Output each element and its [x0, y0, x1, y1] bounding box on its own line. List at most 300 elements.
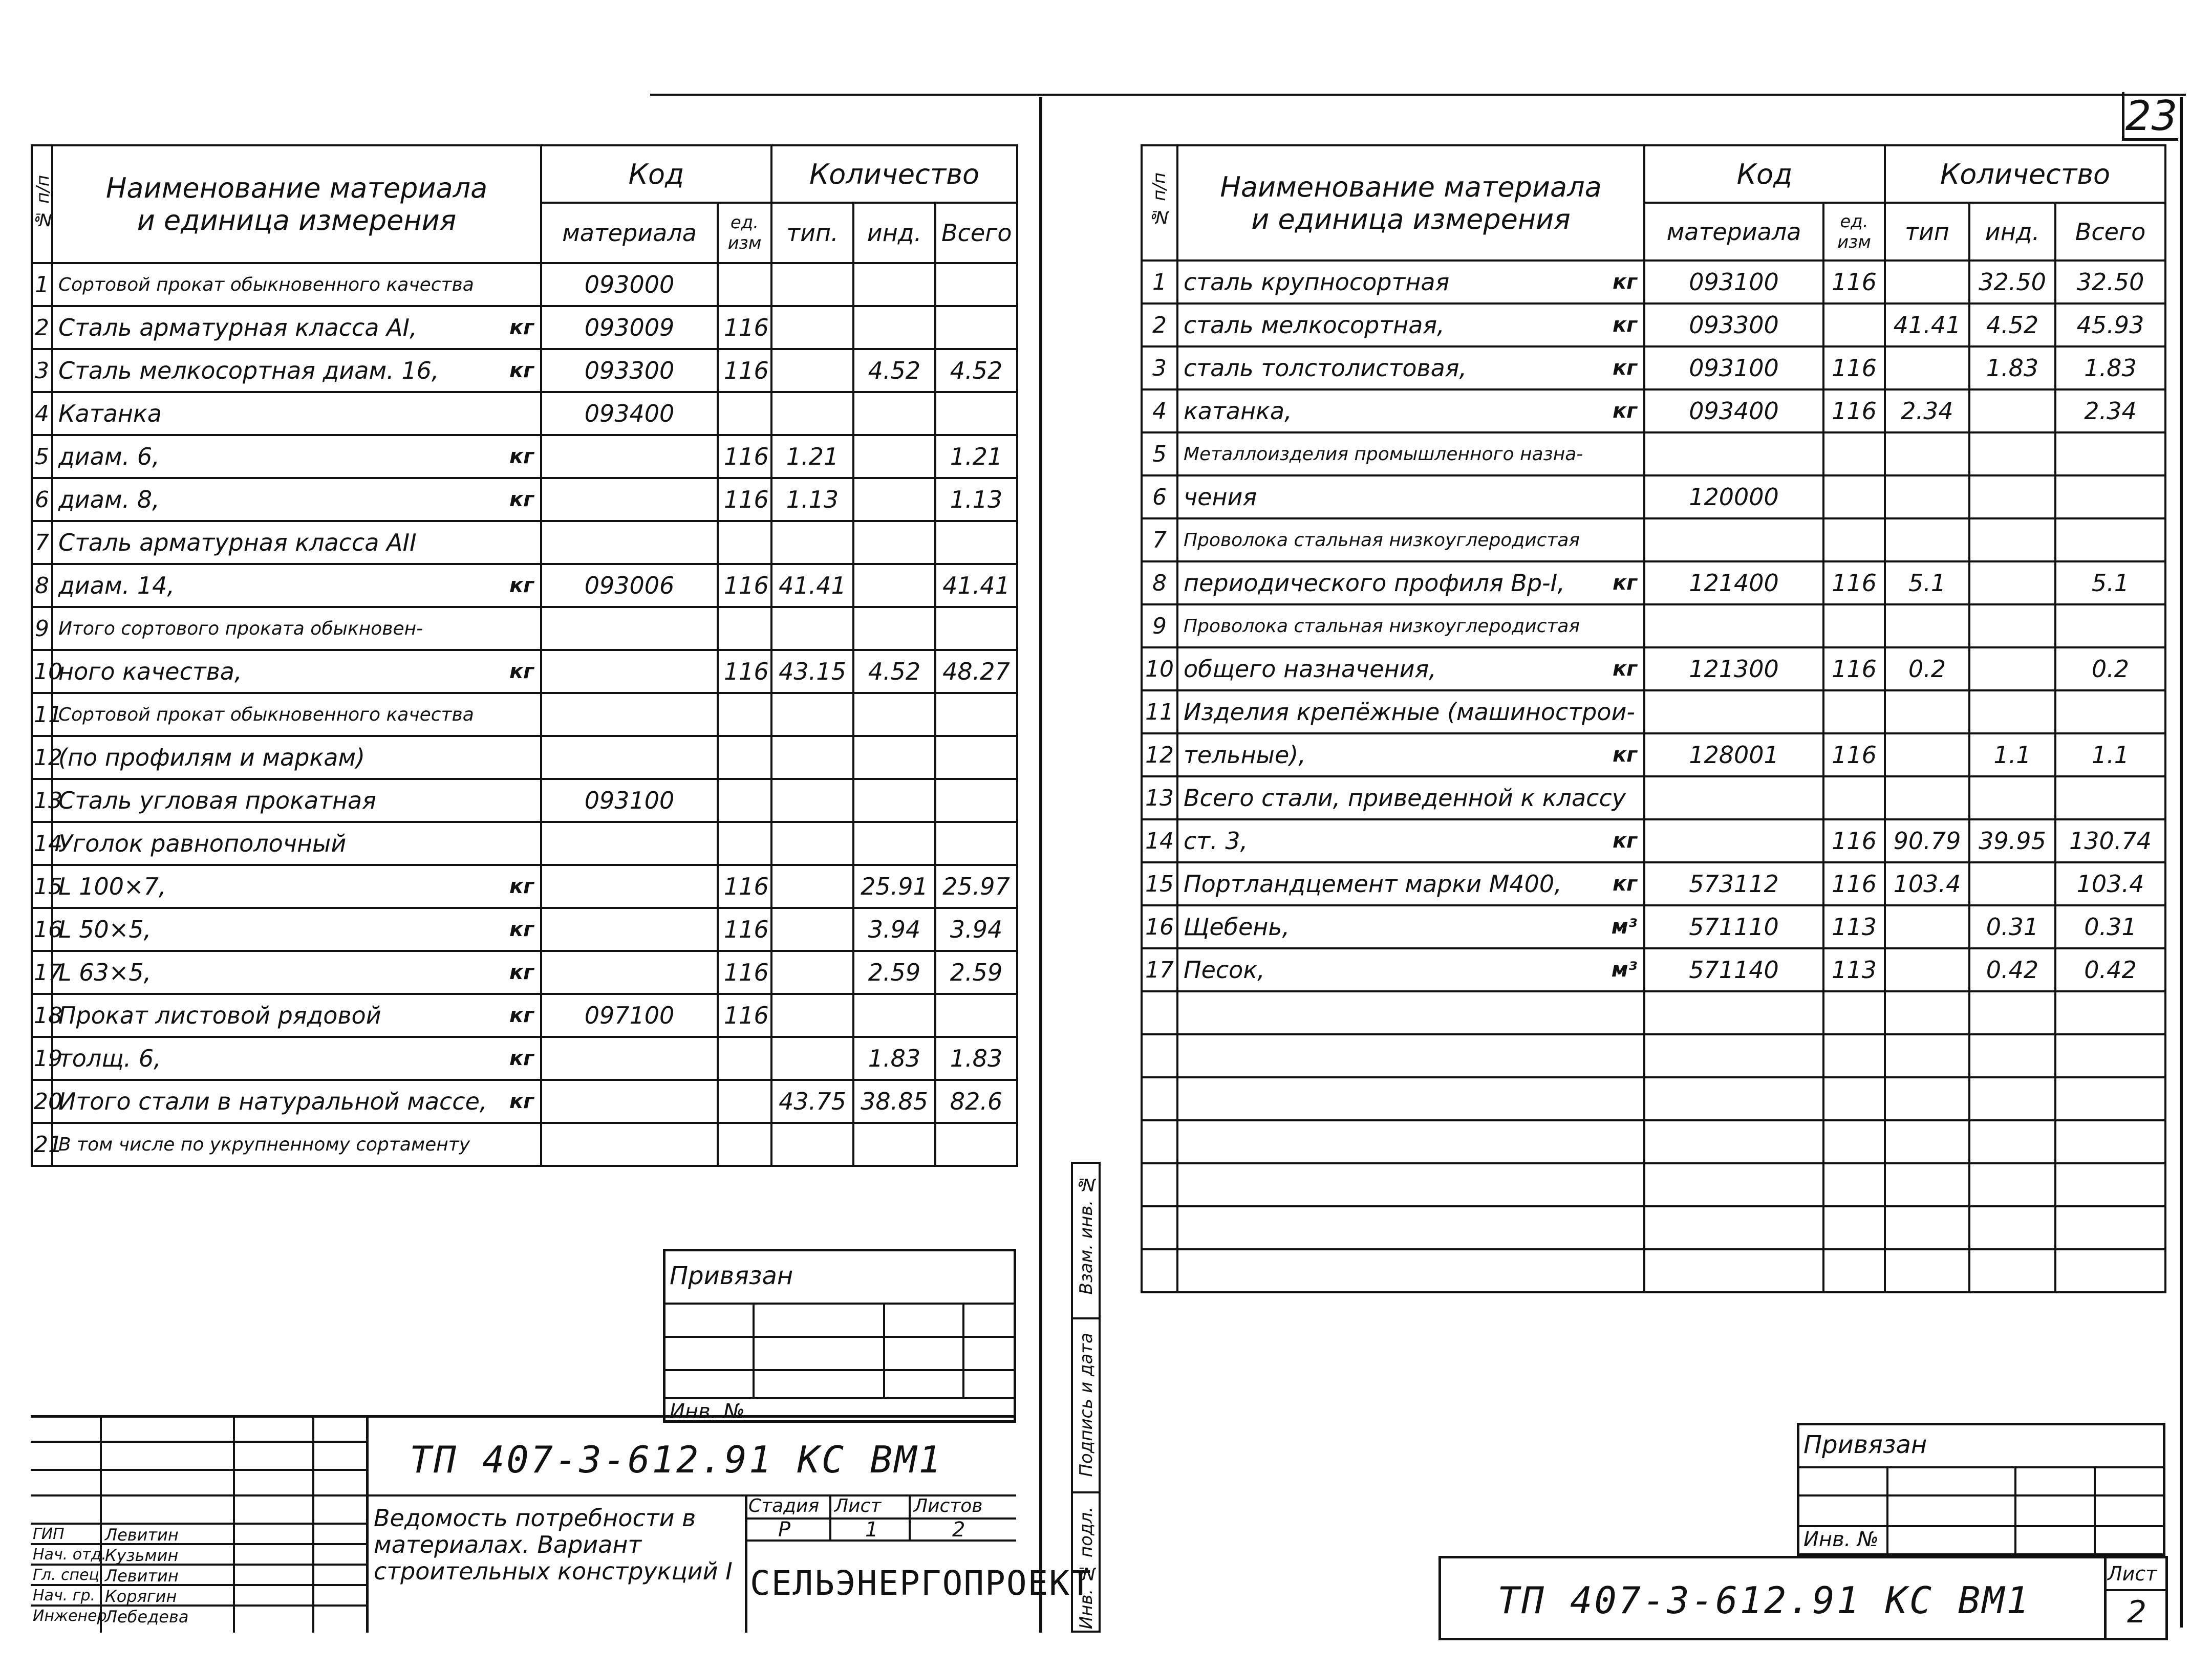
right-qty-typ: 41.41 [1885, 303, 1969, 346]
right-row-number: 11 [1142, 690, 1177, 733]
right-qty-ind [1969, 561, 2055, 604]
organization-name: СЕЛЬЭНЕРГОПРОЕКТ [750, 1564, 1092, 1603]
right-doc-code: ТП 407-3-612.91 КС ВМ1 [1497, 1579, 2031, 1622]
right-privyazan-vline-3 [2094, 1466, 2096, 1556]
left-qty-ind: 25.91 [853, 865, 935, 908]
right-material-name [1177, 346, 1644, 389]
left-unit-code: 116 [718, 564, 771, 607]
right-row-number: 7 [1142, 518, 1177, 561]
right-blank-cell [1644, 1206, 1823, 1249]
left-row [32, 908, 1017, 951]
right-unit-text: кг [1612, 399, 1637, 423]
right-name-text: периодического профиля Вр-I, [1184, 569, 1565, 597]
right-qty-total [2055, 690, 2165, 733]
left-doc-title [374, 1505, 768, 1585]
right-qty-total: 0.2 [2055, 647, 2165, 690]
right-table-body [1142, 261, 2165, 1292]
right-stamp-vline [2104, 1558, 2107, 1640]
left-unit-text: кг [509, 660, 534, 683]
right-blank-cell [1969, 1249, 2055, 1292]
left-material-code: 093300 [541, 349, 718, 392]
left-row-number: 20 [32, 1080, 52, 1123]
left-name-text: Сталь угловая прокатная [58, 787, 376, 814]
right-unit-text: кг [1612, 829, 1637, 853]
header-row-number: № п/п [32, 145, 52, 263]
right-privyazan-vline-1 [1886, 1466, 1888, 1556]
left-row-number: 8 [32, 564, 52, 607]
left-privyazan-block [663, 1249, 1016, 1423]
stamp-person-name: Левитин [105, 1566, 179, 1586]
header-name-line2: и единица измерения [137, 204, 457, 236]
left-qty-typ [771, 1123, 853, 1166]
right-qty-total: 1.83 [2055, 346, 2165, 389]
left-qty-typ [771, 865, 853, 908]
right-blank-cell [1644, 1034, 1823, 1077]
stamp-person-role: ГИП [33, 1525, 65, 1543]
right-qty-typ [1885, 776, 1969, 819]
right-blank-cell [1823, 1249, 1885, 1292]
left-inv-label: Инв. № [670, 1400, 745, 1423]
left-qty-ind [853, 1123, 935, 1166]
left-privyazan-vline-1 [753, 1303, 755, 1397]
right-row-number: 6 [1142, 475, 1177, 518]
right-unit-text: кг [1612, 356, 1637, 380]
right-row-number: 14 [1142, 819, 1177, 862]
left-material-code [541, 822, 718, 865]
left-material-code [541, 736, 718, 779]
right-name-text: Песок, [1184, 956, 1265, 984]
side-label-inv-podl: Инв. № подл. [1076, 1507, 1097, 1630]
left-privyazan-line-4 [665, 1397, 1014, 1399]
right-material-code: 121400 [1644, 561, 1823, 604]
left-material-name [52, 650, 541, 693]
left-material-name [52, 865, 541, 908]
left-row-number: 1 [32, 263, 52, 306]
left-qty-typ [771, 822, 853, 865]
right-unit-code [1823, 604, 1885, 647]
left-qty-total: 4.52 [935, 349, 1017, 392]
right-privyazan-line-2 [1799, 1494, 2163, 1497]
left-material-code [541, 1123, 718, 1166]
right-unit-code: 116 [1823, 261, 1885, 303]
right-name-text: тельные), [1184, 741, 1306, 769]
left-unit-code [718, 392, 771, 435]
left-unit-code: 116 [718, 908, 771, 951]
right-frame-line [2180, 97, 2183, 1628]
stamp-person-name: Кузьмин [105, 1546, 179, 1565]
right-blank-cell [1885, 1077, 1969, 1120]
right-blank-row [1142, 1206, 2165, 1249]
right-qty-typ: 0.2 [1885, 647, 1969, 690]
left-name-text: Сталь арматурная класса AI, [58, 314, 417, 341]
right-blank-row [1142, 1034, 2165, 1077]
right-qty-total: 32.50 [2055, 261, 2165, 303]
right-blank-cell [1823, 1206, 1885, 1249]
right-material-name [1177, 303, 1644, 346]
left-qty-typ [771, 263, 853, 306]
right-blank-row [1142, 1077, 2165, 1120]
right-row [1142, 819, 2165, 862]
left-qty-typ [771, 693, 853, 736]
right-unit-code [1823, 303, 1885, 346]
right-sheet-label: Лист [2108, 1563, 2157, 1585]
right-blank-cell [1142, 1120, 1177, 1163]
left-row [32, 521, 1017, 564]
right-unit-text: кг [1612, 270, 1637, 294]
right-row-number: 5 [1142, 432, 1177, 475]
left-material-name [52, 736, 541, 779]
right-row [1142, 862, 2165, 905]
right-row-number: 8 [1142, 561, 1177, 604]
right-material-code: 093300 [1644, 303, 1823, 346]
left-qty-typ [771, 392, 853, 435]
left-material-name [52, 349, 541, 392]
right-name-text: Металлоизделия промышленного назна- [1184, 443, 1583, 465]
left-material-code [541, 435, 718, 478]
right-blank-cell [1142, 1206, 1177, 1249]
left-material-name [52, 822, 541, 865]
left-row-number: 4 [32, 392, 52, 435]
left-material-name [52, 521, 541, 564]
right-name-text: Щебень, [1184, 913, 1290, 941]
right-blank-cell [2055, 1163, 2165, 1206]
stamp-person-role: Инженер [33, 1607, 107, 1625]
right-name-text: чения [1184, 483, 1257, 511]
right-material-code: 571140 [1644, 948, 1823, 991]
stage-label: Стадия [748, 1495, 820, 1516]
side-label-vzam: Взам. инв. № [1076, 1174, 1097, 1295]
left-unit-code [718, 607, 771, 650]
stamp-person-row [31, 1606, 366, 1626]
left-name-text: Катанка [58, 400, 162, 427]
left-row [32, 994, 1017, 1037]
right-blank-cell [1885, 1120, 1969, 1163]
left-name-text: (по профилям и маркам) [58, 744, 366, 771]
stamp-hline-2 [31, 1469, 366, 1471]
right-qty-ind: 1.83 [1969, 346, 2055, 389]
left-row [32, 263, 1017, 306]
right-blank-cell [1885, 1034, 1969, 1077]
right-material-code: 121300 [1644, 647, 1823, 690]
stamp-hline-1 [31, 1441, 366, 1443]
right-blank-cell [1644, 1249, 1823, 1292]
right-row [1142, 432, 2165, 475]
left-material-code: 093006 [541, 564, 718, 607]
left-name-text: диам. 8, [58, 486, 160, 513]
right-qty-typ [1885, 733, 1969, 776]
left-qty-total: 1.21 [935, 435, 1017, 478]
right-row-number: 13 [1142, 776, 1177, 819]
right-unit-text: кг [1612, 657, 1637, 681]
left-name-text: Сортовой прокат обыкновенного качества [58, 274, 474, 295]
right-unit-code: 113 [1823, 948, 1885, 991]
right-unit-code [1823, 776, 1885, 819]
right-unit-text: кг [1612, 313, 1637, 337]
right-material-code: 128001 [1644, 733, 1823, 776]
right-qty-total [2055, 432, 2165, 475]
left-row-number: 19 [32, 1037, 52, 1080]
left-qty-ind [853, 306, 935, 349]
header-name [52, 145, 541, 263]
right-name-text: ст. 3, [1184, 827, 1248, 855]
left-unit-text: кг [509, 359, 534, 382]
right-row-number: 2 [1142, 303, 1177, 346]
left-qty-total: 48.27 [935, 650, 1017, 693]
right-blank-cell [2055, 991, 2165, 1034]
left-privyazan-vline-3 [962, 1303, 964, 1397]
left-unit-text: кг [509, 574, 534, 597]
side-strip-line-1 [1073, 1317, 1099, 1319]
right-blank-cell [1885, 991, 1969, 1034]
left-qty-ind [853, 392, 935, 435]
right-title-stamp [1438, 1556, 2168, 1640]
left-row [32, 650, 1017, 693]
left-name-text: ного качества, [58, 658, 242, 685]
right-name-text: Проволока стальная низкоуглеродистая [1184, 615, 1580, 637]
left-qty-total [935, 607, 1017, 650]
right-qty-ind [1969, 690, 2055, 733]
right-material-name [1177, 261, 1644, 303]
left-privyazan-vline-2 [883, 1303, 885, 1397]
left-row [32, 564, 1017, 607]
right-header-code-unit: ед. изм [1823, 203, 1885, 261]
left-table-body [32, 263, 1017, 1166]
left-unit-code: 116 [718, 478, 771, 521]
right-qty-typ [1885, 948, 1969, 991]
right-qty-typ: 90.79 [1885, 819, 1969, 862]
right-qty-typ [1885, 905, 1969, 948]
right-qty-ind: 0.42 [1969, 948, 2055, 991]
left-qty-total: 3.94 [935, 908, 1017, 951]
left-qty-total [935, 994, 1017, 1037]
left-unit-text: кг [509, 488, 534, 511]
right-row [1142, 776, 2165, 819]
left-unit-text: кг [509, 316, 534, 339]
left-qty-total: 1.83 [935, 1037, 1017, 1080]
left-privyazan-line-3 [665, 1369, 1014, 1371]
right-unit-text: кг [1612, 872, 1637, 896]
left-material-code [541, 908, 718, 951]
left-unit-code [718, 736, 771, 779]
right-material-code: 573112 [1644, 862, 1823, 905]
left-unit-code: 116 [718, 994, 771, 1037]
right-material-code: 093400 [1644, 389, 1823, 432]
right-header-quantity: Количество [1885, 145, 2165, 203]
right-qty-ind [1969, 475, 2055, 518]
left-qty-ind [853, 994, 935, 1037]
header-quantity: Количество [771, 145, 1017, 203]
left-qty-ind [853, 607, 935, 650]
side-labels-strip [1071, 1162, 1101, 1633]
right-blank-cell [1177, 1077, 1644, 1120]
right-blank-row [1142, 1163, 2165, 1206]
right-material-code [1644, 604, 1823, 647]
left-unit-code [718, 822, 771, 865]
left-unit-code [718, 1123, 771, 1166]
right-blank-cell [1177, 1120, 1644, 1163]
right-blank-cell [1885, 1206, 1969, 1249]
left-row-number: 16 [32, 908, 52, 951]
right-sheet-value: 2 [2127, 1594, 2147, 1630]
right-blank-cell [1969, 1077, 2055, 1120]
left-qty-ind [853, 435, 935, 478]
right-row [1142, 647, 2165, 690]
left-unit-code [718, 521, 771, 564]
left-qty-typ: 1.21 [771, 435, 853, 478]
side-strip-line-2 [1073, 1491, 1099, 1493]
left-material-code: 093100 [541, 779, 718, 822]
right-material-code: 093100 [1644, 261, 1823, 303]
left-qty-typ [771, 521, 853, 564]
right-unit-code: 116 [1823, 346, 1885, 389]
left-qty-total: 25.97 [935, 865, 1017, 908]
left-qty-total [935, 736, 1017, 779]
left-unit-text: кг [509, 1004, 534, 1027]
right-row [1142, 303, 2165, 346]
right-material-name [1177, 733, 1644, 776]
left-material-name [52, 607, 541, 650]
left-unit-code: 116 [718, 349, 771, 392]
right-blank-cell [1142, 1034, 1177, 1077]
right-name-text: сталь мелкосортная, [1184, 311, 1445, 339]
left-unit-text: кг [509, 961, 534, 984]
header-qty-total: Всего [935, 203, 1017, 263]
right-row [1142, 948, 2165, 991]
left-unit-text: кг [509, 875, 534, 898]
left-unit-text: кг [509, 1090, 534, 1113]
right-qty-total: 0.42 [2055, 948, 2165, 991]
right-blank-cell [1142, 991, 1177, 1034]
left-qty-total [935, 693, 1017, 736]
right-row [1142, 604, 2165, 647]
left-doc-title-line3: строительных конструкций I [374, 1557, 733, 1585]
right-blank-cell [1644, 1163, 1823, 1206]
right-blank-cell [1644, 1120, 1823, 1163]
right-qty-ind: 0.31 [1969, 905, 2055, 948]
right-qty-typ: 103.4 [1885, 862, 1969, 905]
left-row-number: 11 [32, 693, 52, 736]
right-qty-total: 1.1 [2055, 733, 2165, 776]
left-unit-code: 116 [718, 650, 771, 693]
right-blank-cell [1885, 1249, 1969, 1292]
left-unit-code [718, 263, 771, 306]
right-material-name [1177, 948, 1644, 991]
left-row-number: 6 [32, 478, 52, 521]
right-blank-cell [1177, 991, 1644, 1034]
left-qty-total [935, 392, 1017, 435]
right-qty-total: 5.1 [2055, 561, 2165, 604]
header-code: Код [541, 145, 771, 203]
right-unit-code: 116 [1823, 819, 1885, 862]
left-row-number: 18 [32, 994, 52, 1037]
right-unit-text: кг [1612, 743, 1637, 767]
left-qty-ind [853, 263, 935, 306]
side-label-podp: Подпись и дата [1076, 1333, 1097, 1477]
right-privyazan-vline-2 [2014, 1466, 2016, 1556]
left-qty-typ: 43.15 [771, 650, 853, 693]
left-qty-ind: 38.85 [853, 1080, 935, 1123]
right-unit-code: 116 [1823, 733, 1885, 776]
left-material-code [541, 865, 718, 908]
left-qty-total [935, 263, 1017, 306]
right-material-code [1644, 690, 1823, 733]
right-material-name [1177, 604, 1644, 647]
left-doc-title-line1: Ведомость потребности в [374, 1504, 696, 1532]
right-qty-ind: 32.50 [1969, 261, 2055, 303]
right-row-number: 9 [1142, 604, 1177, 647]
right-qty-typ [1885, 475, 1969, 518]
left-qty-typ [771, 607, 853, 650]
left-row-number: 3 [32, 349, 52, 392]
right-header-row-number: № п/п [1142, 145, 1177, 261]
left-qty-total [935, 521, 1017, 564]
right-header-qty-ind: инд. [1969, 203, 2055, 261]
left-row-number: 9 [32, 607, 52, 650]
right-privyazan-line-3 [1799, 1525, 2163, 1527]
right-qty-typ: 5.1 [1885, 561, 1969, 604]
left-name-text: диам. 6, [58, 443, 160, 470]
right-blank-cell [1823, 1077, 1885, 1120]
right-blank-cell [1177, 1034, 1644, 1077]
right-qty-typ [1885, 261, 1969, 303]
left-material-code: 097100 [541, 994, 718, 1037]
left-doc-code: ТП 407-3-612.91 КС ВМ1 [410, 1438, 943, 1481]
right-material-code [1644, 819, 1823, 862]
left-qty-ind [853, 822, 935, 865]
left-name-text: Сортовой прокат обыкновенного качества [58, 704, 474, 725]
right-qty-ind [1969, 389, 2055, 432]
header-qty-typ: тип. [771, 203, 853, 263]
right-unit-text: м³ [1611, 915, 1637, 939]
right-privyazan-line-1 [1799, 1466, 2163, 1468]
left-qty-ind [853, 779, 935, 822]
right-blank-cell [1823, 1163, 1885, 1206]
left-qty-typ [771, 306, 853, 349]
left-row-number: 2 [32, 306, 52, 349]
right-unit-code [1823, 690, 1885, 733]
right-header-name-line1: Наименование материала [1220, 170, 1602, 203]
left-qty-total [935, 822, 1017, 865]
left-material-code [541, 1080, 718, 1123]
right-blank-cell [1177, 1206, 1644, 1249]
left-name-text: Уголок равнополочный [58, 830, 347, 857]
right-name-text: Всего стали, приведенной к классу [1184, 784, 1626, 812]
right-row-number: 3 [1142, 346, 1177, 389]
left-row [32, 779, 1017, 822]
left-qty-ind: 2.59 [853, 951, 935, 994]
right-name-text: Портландцемент марки М400, [1184, 870, 1562, 898]
right-row [1142, 389, 2165, 432]
right-blank-cell [1644, 991, 1823, 1034]
left-material-code [541, 693, 718, 736]
left-qty-total [935, 306, 1017, 349]
left-name-text: L 63×5, [58, 959, 152, 986]
left-unit-code [718, 1080, 771, 1123]
left-material-code [541, 607, 718, 650]
left-material-code [541, 1037, 718, 1080]
right-header-code-material: материала [1644, 203, 1823, 261]
right-blank-cell [2055, 1206, 2165, 1249]
left-material-name [52, 435, 541, 478]
left-unit-code [718, 779, 771, 822]
left-material-name [52, 1037, 541, 1080]
header-code-material: материала [541, 203, 718, 263]
right-unit-code: 116 [1823, 862, 1885, 905]
left-qty-typ [771, 736, 853, 779]
left-material-name [52, 392, 541, 435]
left-unit-text: кг [509, 1047, 534, 1070]
right-row [1142, 690, 2165, 733]
